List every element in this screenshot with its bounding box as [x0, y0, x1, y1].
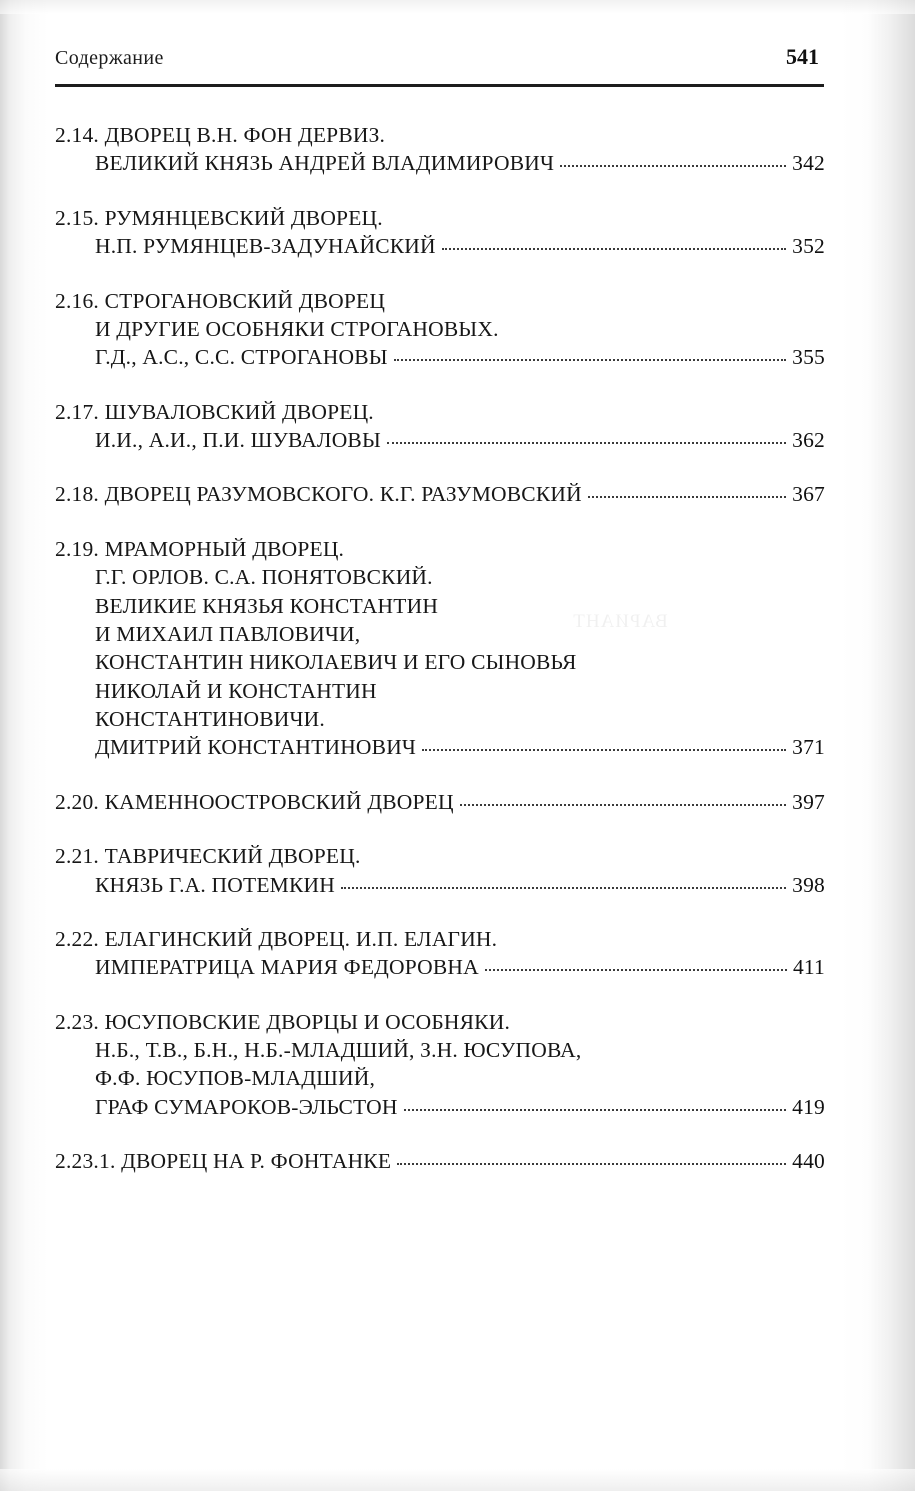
toc-line-text: Г.Д., А.С., С.С. СТРОГАНОВЫ: [95, 345, 388, 370]
toc-line-text: КНЯЗЬ Г.А. ПОТЕМКИН: [95, 872, 335, 897]
running-head-title: Содержание: [55, 47, 164, 69]
toc-line: [55, 287, 825, 315]
toc-entry[interactable]: [55, 287, 825, 372]
dot-leader: [422, 748, 786, 751]
toc-line: [55, 953, 825, 981]
toc-line-text: Г.Г. ОРЛОВ. С.А. ПОНЯТОВСКИЙ.: [95, 565, 433, 590]
toc-line-text: 2.17. ШУВАЛОВСКИЙ ДВОРЕЦ.: [55, 399, 374, 424]
toc-line-text: ВЕЛИКИЙ КНЯЗЬ АНДРЕЙ ВЛАДИМИРОВИЧ: [95, 151, 555, 176]
toc-line-text: ГРАФ СУМАРОКОВ-ЭЛЬСТОН: [95, 1094, 398, 1119]
toc-line: [55, 592, 825, 620]
dot-leader: [397, 1162, 786, 1165]
dot-leader: [341, 886, 786, 889]
toc-line-text: 2.22. ЕЛАГИНСКИЙ ДВОРЕЦ. И.П. ЕЛАГИН.: [55, 926, 498, 951]
toc-entry[interactable]: [55, 480, 825, 508]
toc-line: [55, 121, 825, 149]
toc-line-text: 2.15. РУМЯНЦЕВСКИЙ ДВОРЕЦ.: [55, 205, 383, 230]
toc-line: [55, 1008, 825, 1036]
toc-line-text: ВЕЛИКИЕ КНЯЗЬЯ КОНСТАНТИН: [95, 593, 439, 618]
toc-page-number: 355: [792, 345, 825, 370]
header-rule: [55, 84, 824, 87]
toc-line-text: 2.14. ДВОРЕЦ В.Н. ФОН ДЕРВИЗ.: [55, 123, 386, 147]
running-head: [55, 44, 825, 70]
toc-line-text: Н.Б., Т.В., Б.Н., Н.Б.-МЛАДШИЙ, З.Н. ЮСУПОВА,: [95, 1038, 582, 1062]
dot-leader: [460, 803, 786, 806]
toc-line-text: 2.18. ДВОРЕЦ РАЗУМОВСКОГО. К.Г. РАЗУМОВСКИЙ: [55, 482, 582, 507]
toc-line-text: КОНСТАНТИНОВИЧИ.: [95, 707, 325, 731]
toc-line-text: И.И., А.И., П.И. ШУВАЛОВЫ: [95, 428, 381, 452]
toc-entry[interactable]: [55, 398, 825, 455]
toc-line-text: ИМПЕРАТРИЦА МАРИЯ ФЕДОРОВНА: [95, 955, 479, 980]
toc-line-text: КОНСТАНТИН НИКОЛАЕВИЧ И ЕГО СЫНОВЬЯ: [95, 650, 577, 675]
page-number: 541: [786, 44, 819, 69]
toc-entry[interactable]: [55, 842, 825, 899]
toc-line: [55, 871, 825, 899]
toc-line-text: 2.23.1. ДВОРЕЦ НА Р. ФОНТАНКЕ: [55, 1149, 392, 1174]
toc-page-number: 352: [792, 234, 825, 259]
toc-line: [55, 232, 825, 260]
dot-leader: [404, 1108, 787, 1111]
dot-leader: [560, 164, 786, 167]
toc-page-number: 362: [792, 428, 825, 452]
table-of-contents: [55, 121, 825, 1176]
toc-line: [55, 648, 825, 676]
toc-page-number: 371: [792, 735, 825, 760]
toc-page-number: 419: [792, 1094, 825, 1119]
toc-line-text: Н.П. РУМЯНЦЕВ-ЗАДУНАЙСКИЙ: [95, 234, 436, 259]
toc-line: [55, 1147, 825, 1175]
toc-line-text: НИКОЛАЙ И КОНСТАНТИН: [95, 678, 377, 703]
toc-entry[interactable]: [55, 204, 825, 261]
toc-line: [55, 925, 825, 953]
dot-leader: [442, 247, 786, 250]
toc-line-text: 2.21. ТАВРИЧЕСКИЙ ДВОРЕЦ.: [55, 844, 361, 869]
toc-line-text: ДМИТРИЙ КОНСТАНТИНОВИЧ: [95, 735, 417, 760]
toc-entry[interactable]: [55, 121, 825, 178]
toc-line: [55, 1093, 825, 1121]
toc-line: [55, 535, 825, 563]
dot-leader: [387, 441, 786, 444]
toc-entry[interactable]: [55, 1008, 825, 1122]
toc-line: [55, 563, 825, 591]
dot-leader: [485, 968, 787, 971]
toc-line: [55, 1036, 825, 1064]
toc-line: [55, 705, 825, 733]
toc-line-text: Ф.Ф. ЮСУПОВ-МЛАДШИЙ,: [95, 1066, 376, 1091]
toc-line-text: 2.16. СТРОГАНОВСКИЙ ДВОРЕЦ: [55, 288, 386, 313]
toc-page-number: 367: [792, 482, 825, 507]
bleed-through-text: ВАРИАНТ: [572, 611, 668, 632]
toc-page-number: 440: [792, 1149, 825, 1174]
toc-line: [55, 480, 825, 508]
toc-line-text: 2.23. ЮСУПОВСКИЕ ДВОРЦЫ И ОСОБНЯКИ.: [55, 1009, 511, 1034]
toc-line: [55, 788, 825, 816]
page-content: [55, 0, 825, 1491]
toc-line-text: И ДРУГИЕ ОСОБНЯКИ СТРОГАНОВЫХ.: [95, 316, 499, 341]
toc-line: [55, 204, 825, 232]
toc-line-text: И МИХАИЛ ПАВЛОВИЧИ,: [95, 621, 361, 646]
toc-line: [55, 733, 825, 761]
toc-line: [55, 315, 825, 343]
dot-leader: [588, 495, 786, 498]
toc-entry[interactable]: [55, 535, 825, 762]
toc-entry[interactable]: [55, 925, 825, 982]
toc-line: [55, 426, 825, 454]
toc-page-number: 397: [792, 789, 825, 814]
toc-entry[interactable]: [55, 1147, 825, 1175]
toc-line-text: 2.19. МРАМОРНЫЙ ДВОРЕЦ.: [55, 536, 345, 561]
toc-line: [55, 677, 825, 705]
toc-line: [55, 398, 825, 426]
toc-page-number: 398: [792, 872, 825, 897]
toc-line: [55, 149, 825, 177]
toc-entry[interactable]: [55, 788, 825, 816]
toc-page-number: 411: [792, 955, 825, 980]
toc-line: [55, 1064, 825, 1092]
toc-line: [55, 842, 825, 870]
toc-page-number: 342: [792, 151, 825, 176]
dot-leader: [394, 358, 786, 361]
toc-line: [55, 620, 825, 648]
toc-line-text: 2.20. КАМЕННООСТРОВСКИЙ ДВОРЕЦ: [55, 789, 454, 814]
toc-line: [55, 343, 825, 371]
